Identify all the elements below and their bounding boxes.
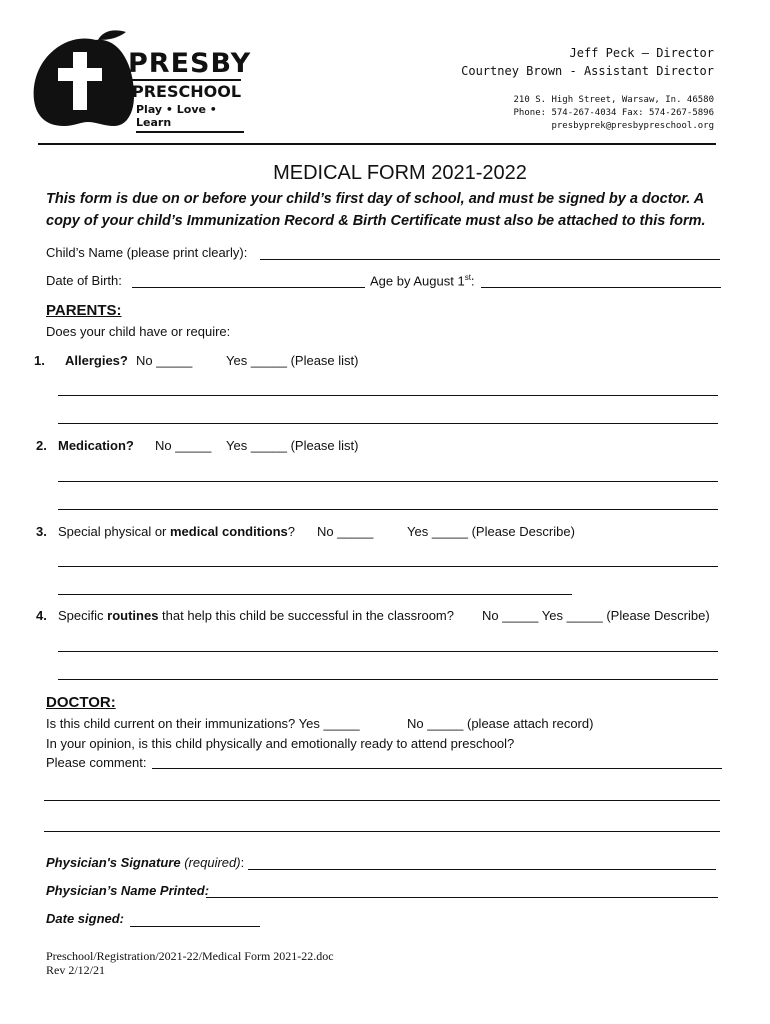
age-label: Age by August 1	[370, 273, 465, 289]
assistant-director: Courtney Brown - Assistant Director	[461, 64, 714, 78]
dob-field[interactable]	[132, 287, 365, 288]
q4-post: that help this child be successful in the classroom?	[158, 608, 454, 623]
footer-rev: Rev 2/12/21	[46, 963, 105, 977]
q1-yes[interactable]: Yes _____ (Please list)	[226, 353, 359, 368]
age-field[interactable]	[481, 287, 721, 288]
q4-bold: routines	[107, 608, 159, 623]
q3-number: 3.	[36, 524, 47, 539]
immunization-no[interactable]: No _____ (please attach record)	[407, 716, 594, 731]
q1-line-1[interactable]	[58, 395, 718, 396]
q3-label	[58, 524, 295, 539]
q3-line-1[interactable]	[58, 566, 718, 567]
parents-heading: PARENTS:	[46, 302, 122, 319]
age-label-row	[370, 273, 475, 288]
age-sup: st	[464, 273, 471, 282]
notice: This form is due on or before your child’s first day of school, and must be signed by a doctor. A copy of your child’s Immunization Record & Birth Certificate must also be attached to this form.	[46, 191, 706, 229]
q3-no[interactable]: No _____	[317, 524, 374, 539]
logo-sub: PRESCHOOL	[132, 79, 241, 101]
q2-number: 2.	[36, 438, 47, 453]
footer-path: Preschool/Registration/2021-22/Medical Form 2021-22.doc	[46, 949, 334, 963]
immunization-question[interactable]: Is this child current on their immunizations? Yes _____	[46, 716, 360, 731]
physician-signature-label: Physician's Signature	[46, 855, 181, 870]
child-name-row	[46, 245, 247, 260]
director: Jeff Peck – Director	[569, 46, 714, 60]
q2-no[interactable]: No _____	[155, 438, 212, 453]
physician-signature-row: Physician's Signature (required):	[46, 855, 245, 870]
q2-line-2[interactable]	[58, 509, 718, 510]
parents-intro: Does your child have or require:	[46, 324, 231, 339]
q4-line-1[interactable]	[58, 651, 718, 652]
q4-pre: Specific	[58, 608, 108, 623]
q3-line-2[interactable]	[58, 594, 572, 595]
comment-label: Please comment:	[46, 755, 147, 770]
header-divider	[38, 143, 716, 145]
page-title: MEDICAL FORM 2021-2022	[273, 162, 527, 184]
q1-number: 1.	[34, 353, 45, 368]
date-signed-label: Date signed:	[46, 911, 125, 926]
physician-signature-required: (required)	[184, 855, 241, 870]
q4-number: 4.	[36, 608, 47, 623]
date-signed-field[interactable]	[130, 926, 260, 927]
q1-line-2[interactable]	[58, 423, 718, 424]
q2-label: Medication?	[58, 438, 134, 453]
q2-line-1[interactable]	[58, 481, 718, 482]
physician-name-label: Physician’s Name Printed:	[46, 883, 210, 898]
q3-yes[interactable]: Yes _____ (Please Describe)	[407, 524, 575, 539]
dob-row	[46, 273, 122, 288]
logo-name: PRESBY	[128, 48, 252, 79]
ready-question: In your opinion, is this child physically and emotionally ready to attend preschool?	[46, 736, 515, 751]
q4-line-2[interactable]	[58, 679, 718, 680]
doctor-heading: DOCTOR:	[46, 694, 116, 711]
physician-name-field[interactable]	[206, 897, 718, 898]
q3-bold: medical conditions	[170, 524, 288, 539]
logo-tagline: Play • Love • Learn	[136, 103, 244, 133]
child-name-label: Child’s Name (please print clearly):	[46, 245, 248, 260]
age-colon: :	[470, 273, 475, 289]
comment-line-2[interactable]	[44, 800, 720, 801]
address: 210 S. High Street, Warsaw, In. 46580	[513, 95, 714, 105]
comment-line-3[interactable]	[44, 831, 720, 832]
q4-label	[58, 608, 454, 623]
phone-fax: Phone: 574-267-4034 Fax: 574-267-5896	[513, 108, 714, 118]
child-name-field[interactable]	[260, 259, 720, 260]
dob-label: Date of Birth:	[46, 273, 122, 288]
q1-no[interactable]: No _____	[136, 353, 193, 368]
q1-label: Allergies?	[65, 353, 128, 368]
q2-yes[interactable]: Yes _____ (Please list)	[226, 438, 359, 453]
q4-no-yes[interactable]: No _____ Yes _____ (Please Describe)	[482, 608, 710, 623]
email: presbyprek@presbypreschool.org	[551, 121, 714, 131]
q3-pre: Special physical or	[58, 524, 170, 539]
physician-signature-field[interactable]	[248, 869, 716, 870]
comment-line-1[interactable]	[152, 768, 722, 769]
q3-post: ?	[287, 524, 295, 539]
